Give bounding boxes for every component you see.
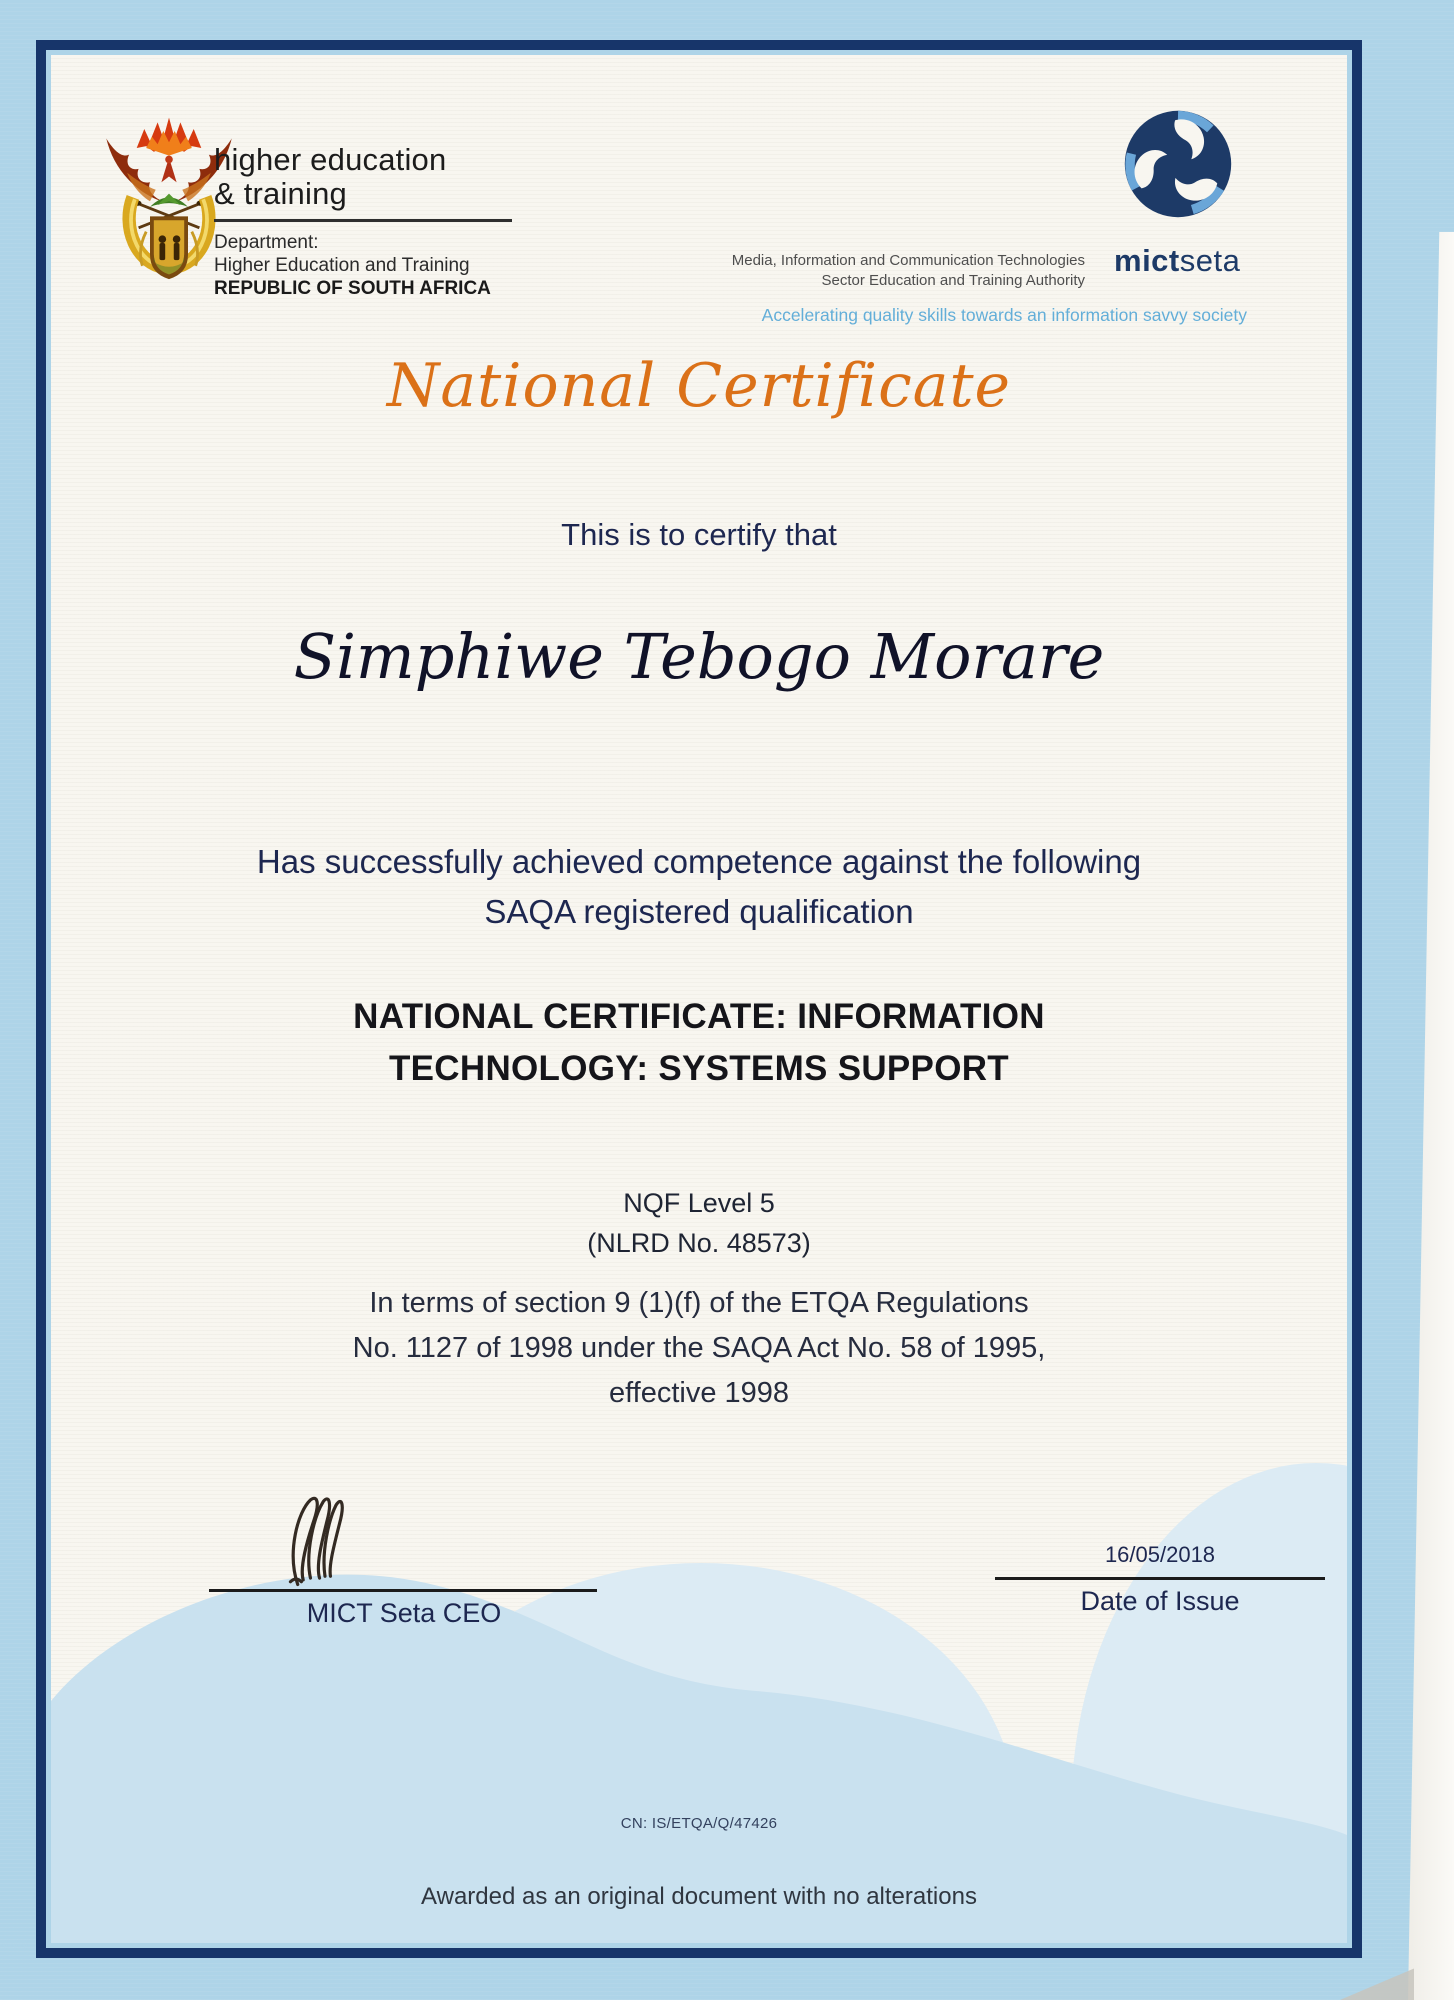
qualification-line1: NATIONAL CERTIFICATE: INFORMATION	[353, 997, 1045, 1036]
mictseta-wordmark-bold: mict	[1114, 243, 1180, 278]
nqf-level: NQF Level 5	[623, 1188, 775, 1218]
cn-number: CN: IS/ETQA/Q/47426	[620, 1815, 778, 1832]
nqf-details	[51, 1183, 1347, 1263]
mictseta-org-line2: Sector Education and Training Authority	[821, 272, 1085, 289]
date-of-issue-label: Date of Issue	[1080, 1586, 1240, 1616]
certificate-paper	[51, 55, 1347, 1943]
qualification-title	[51, 991, 1347, 1095]
certificate-navy-frame	[36, 40, 1362, 1958]
statement-line1: Has successfully achieved competence against the following	[256, 843, 1142, 880]
dept-brand-line2: & training	[214, 176, 347, 211]
terms-line2: No. 1127 of 1998 under the SAQA Act No. 58 of 1995,	[352, 1332, 1046, 1364]
ceo-signature-icon	[265, 1489, 385, 1589]
original-document-note: Awarded as an original document with no alterations	[421, 1883, 977, 1910]
dept-divider	[214, 219, 512, 222]
signature-block	[209, 1489, 599, 1629]
mictseta-org-line1: Media, Information and Communication Technologies	[731, 252, 1085, 269]
terms-line1: In terms of section 9 (1)(f) of the ETQA Regulations	[369, 1287, 1029, 1319]
regulation-terms	[51, 1281, 1347, 1416]
dept-country: REPUBLIC OF SOUTH AFRICA	[214, 278, 491, 299]
certificate-title: National Certificate	[386, 351, 1012, 421]
mictseta-org-name	[732, 251, 1085, 291]
achievement-statement	[51, 837, 1347, 937]
signature-line	[209, 1589, 597, 1592]
dept-label: Department:	[214, 232, 319, 253]
mictseta-tagline: Accelerating quality skills towards an information savvy society	[761, 305, 1247, 325]
mictseta-wordmark	[1114, 243, 1284, 279]
date-line	[995, 1577, 1325, 1580]
dept-brand-line1: higher education	[214, 142, 447, 177]
terms-line3: effective 1998	[608, 1377, 790, 1409]
dept-name: Higher Education and Training	[214, 255, 470, 276]
recipient-name: Simphiwe Tebogo Morare	[293, 620, 1105, 693]
department-branding	[214, 143, 512, 300]
signatory-label: MICT Seta CEO	[306, 1598, 502, 1628]
issue-date: 16/05/2018	[1104, 1542, 1216, 1567]
decorative-wave-shapes	[51, 1383, 1347, 1943]
mictseta-logo-icon	[1121, 107, 1235, 221]
certify-text: This is to certify that	[561, 517, 837, 552]
date-of-issue-block	[995, 1543, 1325, 1617]
mictseta-wordmark-rest: seta	[1179, 243, 1241, 278]
qualification-line2: TECHNOLOGY: SYSTEMS SUPPORT	[388, 1049, 1009, 1088]
nlrd-number: (NLRD No. 48573)	[587, 1228, 811, 1258]
statement-line2: SAQA registered qualification	[484, 893, 914, 930]
